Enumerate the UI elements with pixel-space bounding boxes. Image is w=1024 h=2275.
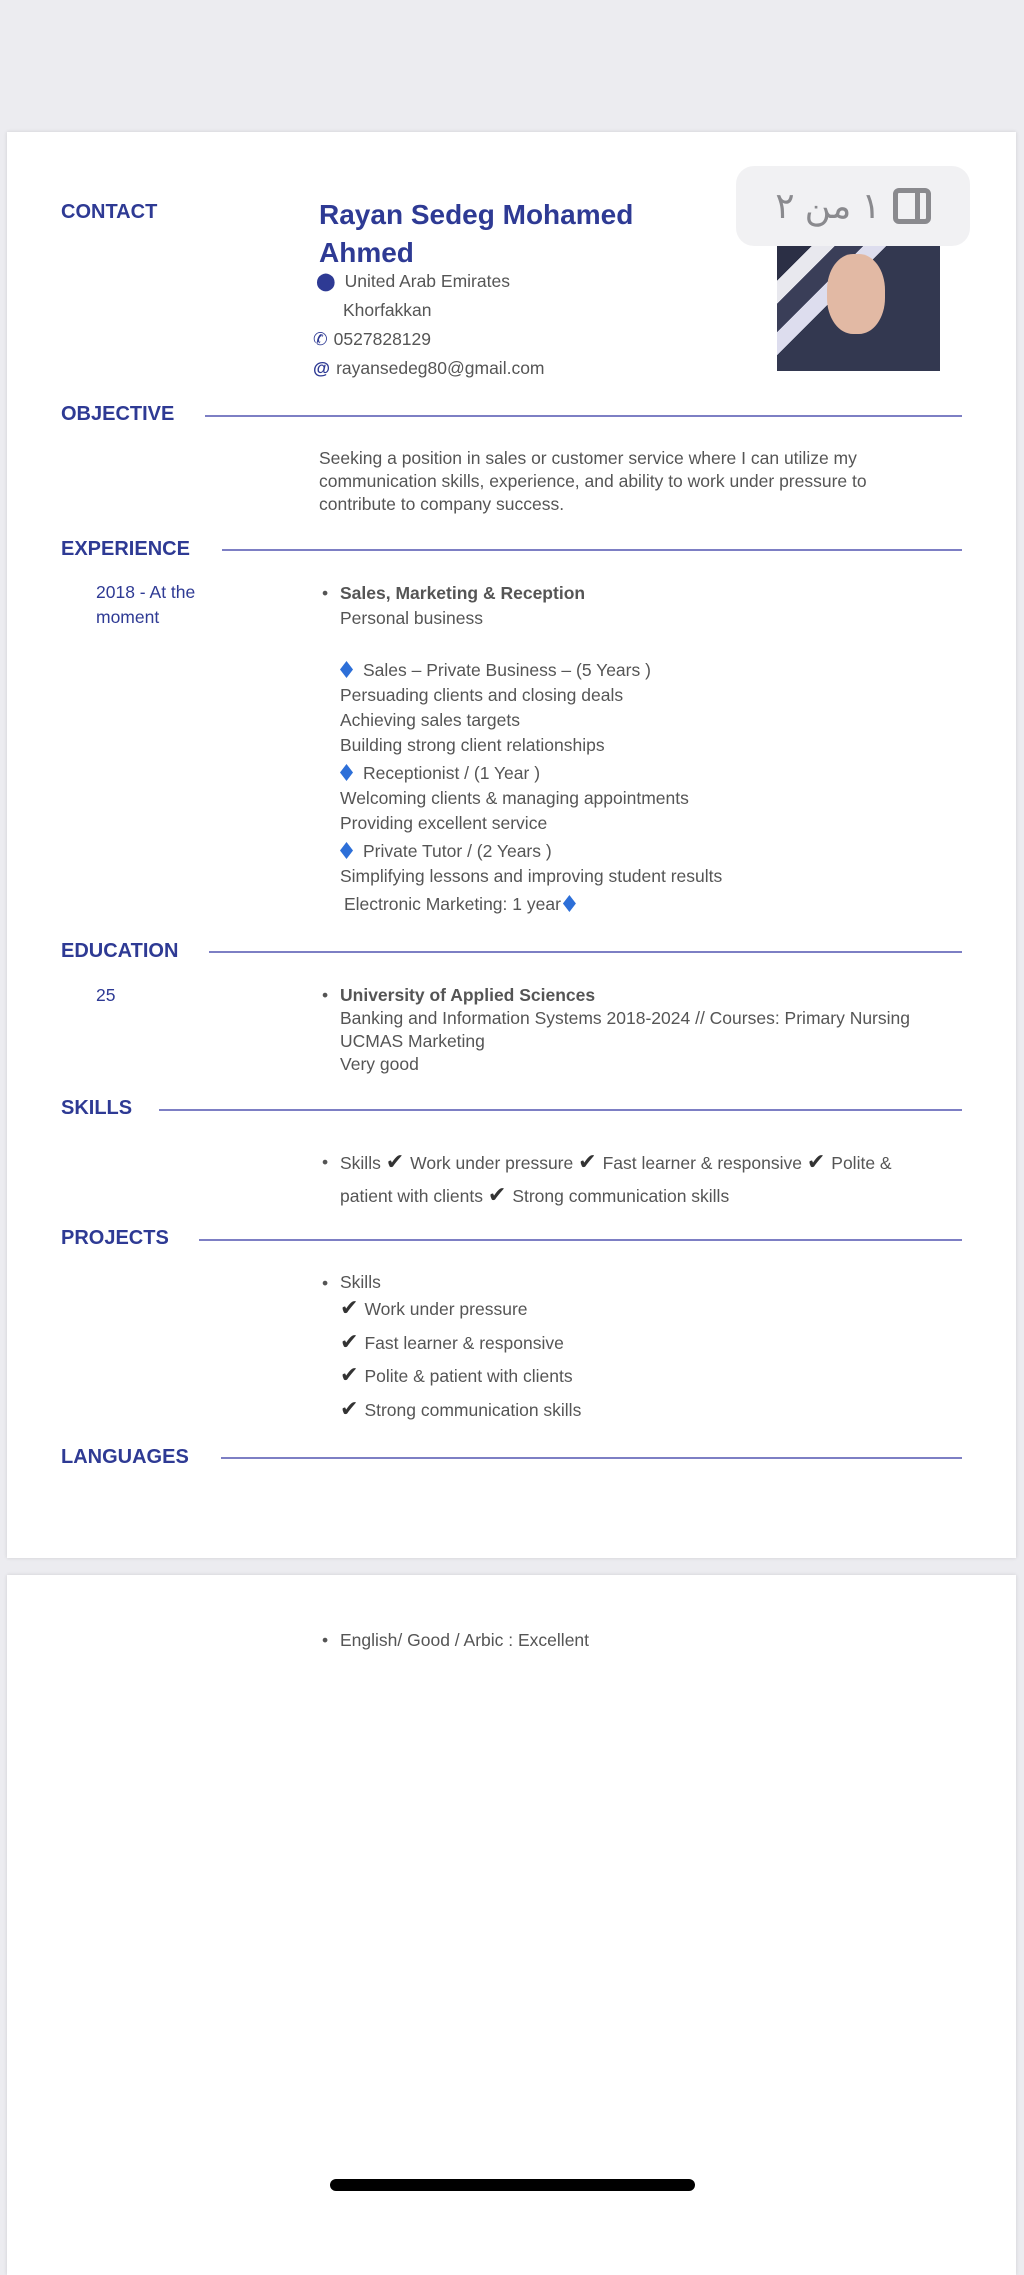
experience-entry	[322, 581, 723, 917]
project-item	[340, 1359, 581, 1393]
skill: Fast learner & responsive	[602, 1153, 802, 1173]
education-date: 25	[96, 985, 116, 1005]
phone: 0527828129	[333, 329, 431, 349]
skills-text	[322, 1146, 892, 1212]
check-icon: ✔	[578, 1149, 597, 1174]
resume-page-2	[7, 1575, 1016, 2275]
check-icon: ✔	[340, 1362, 359, 1387]
bullet: •	[322, 1152, 329, 1172]
skill: Polite &	[831, 1153, 892, 1173]
education-entry	[322, 984, 910, 1076]
diamond-icon	[340, 764, 353, 781]
role-heading	[340, 839, 722, 864]
check-icon: ✔	[340, 1295, 359, 1320]
bullet: •	[322, 583, 329, 603]
education-detail: Very good	[340, 1054, 419, 1074]
objective-text	[319, 447, 867, 516]
location-pin-icon: ⬤	[316, 271, 336, 291]
divider	[222, 549, 962, 551]
check-icon: ✔	[487, 1182, 507, 1207]
role-title: Private Tutor / (2 Years )	[363, 841, 552, 861]
home-indicator[interactable]	[330, 2179, 695, 2191]
name-line: Rayan Sedeg Mohamed	[319, 199, 634, 230]
bullet: •	[322, 1630, 329, 1650]
section-languages: LANGUAGES	[61, 1446, 189, 1468]
role-detail: Providing excellent service	[340, 813, 548, 833]
extra-text: Electronic Marketing: 1 year	[344, 894, 561, 914]
role-detail: Welcoming clients & managing appointments	[340, 788, 689, 808]
skill: patient with clients	[340, 1186, 483, 1206]
skill: Work under pressure	[410, 1153, 574, 1173]
contact-phone	[313, 328, 431, 351]
project-text: Work under pressure	[364, 1299, 528, 1319]
divider	[221, 1457, 962, 1459]
email: rayansedeg80@gmail.com	[336, 358, 545, 378]
divider	[159, 1109, 962, 1111]
project-text: Polite & patient with clients	[364, 1366, 573, 1386]
divider	[199, 1239, 962, 1241]
section-education: EDUCATION	[61, 940, 179, 962]
at-icon: @	[313, 358, 331, 378]
contact-email[interactable]	[313, 357, 545, 380]
education-detail: Banking and Information Systems 2018-2024 // Courses: Primary Nursing	[340, 1008, 910, 1028]
objective-line: communication skills, experience, and ability to work under pressure to	[319, 471, 867, 491]
divider	[209, 951, 962, 953]
projects-heading: Skills	[340, 1272, 381, 1292]
project-item	[340, 1292, 581, 1326]
project-text: Strong communication skills	[364, 1399, 582, 1420]
projects-list	[322, 1271, 582, 1426]
check-icon: ✔	[806, 1149, 826, 1174]
country: United Arab Emirates	[344, 271, 510, 291]
diamond-icon	[340, 661, 353, 678]
bullet: •	[322, 1273, 329, 1293]
extra-role	[340, 892, 722, 917]
role-title: Sales – Private Business – (5 Years )	[363, 660, 651, 680]
check-icon: ✔	[340, 1395, 359, 1421]
page-indicator[interactable]	[736, 166, 970, 246]
section-contact: CONTACT	[61, 201, 158, 223]
name-line: Ahmed	[319, 237, 414, 268]
job-title: Sales, Marketing & Reception	[340, 583, 586, 603]
objective-line: contribute to company success.	[319, 494, 565, 514]
skill: Skills	[340, 1153, 381, 1173]
diamond-icon	[340, 842, 353, 859]
experience-date	[96, 580, 195, 630]
date-line: moment	[96, 607, 160, 627]
phone-icon: ✆	[313, 329, 328, 349]
divider	[205, 415, 962, 417]
role-detail: Achieving sales targets	[340, 710, 520, 730]
section-skills: SKILLS	[61, 1097, 133, 1119]
role-detail: Simplifying lessons and improving student results	[340, 866, 723, 886]
candidate-name	[319, 196, 633, 272]
diamond-icon	[563, 895, 576, 912]
company: Personal business	[340, 608, 483, 628]
page-count: ١ من ٢	[775, 185, 881, 226]
section-objective: OBJECTIVE	[61, 403, 175, 425]
role-detail: Building strong client relationships	[340, 735, 605, 755]
sidebar-icon	[893, 188, 931, 224]
project-item	[340, 1326, 581, 1360]
project-text: Fast learner & responsive	[364, 1332, 564, 1353]
languages-text	[322, 1629, 590, 1652]
role-heading	[340, 761, 722, 786]
section-experience: EXPERIENCE	[61, 538, 190, 560]
date-line: 2018 - At the	[96, 582, 196, 602]
project-item	[340, 1393, 581, 1427]
contact-city: Khorfakkan	[343, 300, 432, 320]
languages-value: English/ Good / Arbic : Excellent	[340, 1630, 590, 1650]
role-detail: Persuading clients and closing deals	[340, 685, 624, 705]
school: University of Applied Sciences	[340, 985, 596, 1005]
check-icon: ✔	[340, 1328, 359, 1354]
role-title: Receptionist / (1 Year )	[363, 763, 541, 783]
section-projects: PROJECTS	[61, 1227, 169, 1249]
check-icon: ✔	[385, 1149, 405, 1174]
profile-photo	[777, 246, 940, 371]
skill: Strong communication skills	[512, 1186, 730, 1206]
education-detail: UCMAS Marketing	[340, 1031, 485, 1051]
objective-line: Seeking a position in sales or customer service where I can utilize my	[319, 448, 857, 468]
bullet: •	[322, 985, 329, 1005]
role-heading	[340, 658, 722, 683]
contact-location	[316, 270, 510, 293]
